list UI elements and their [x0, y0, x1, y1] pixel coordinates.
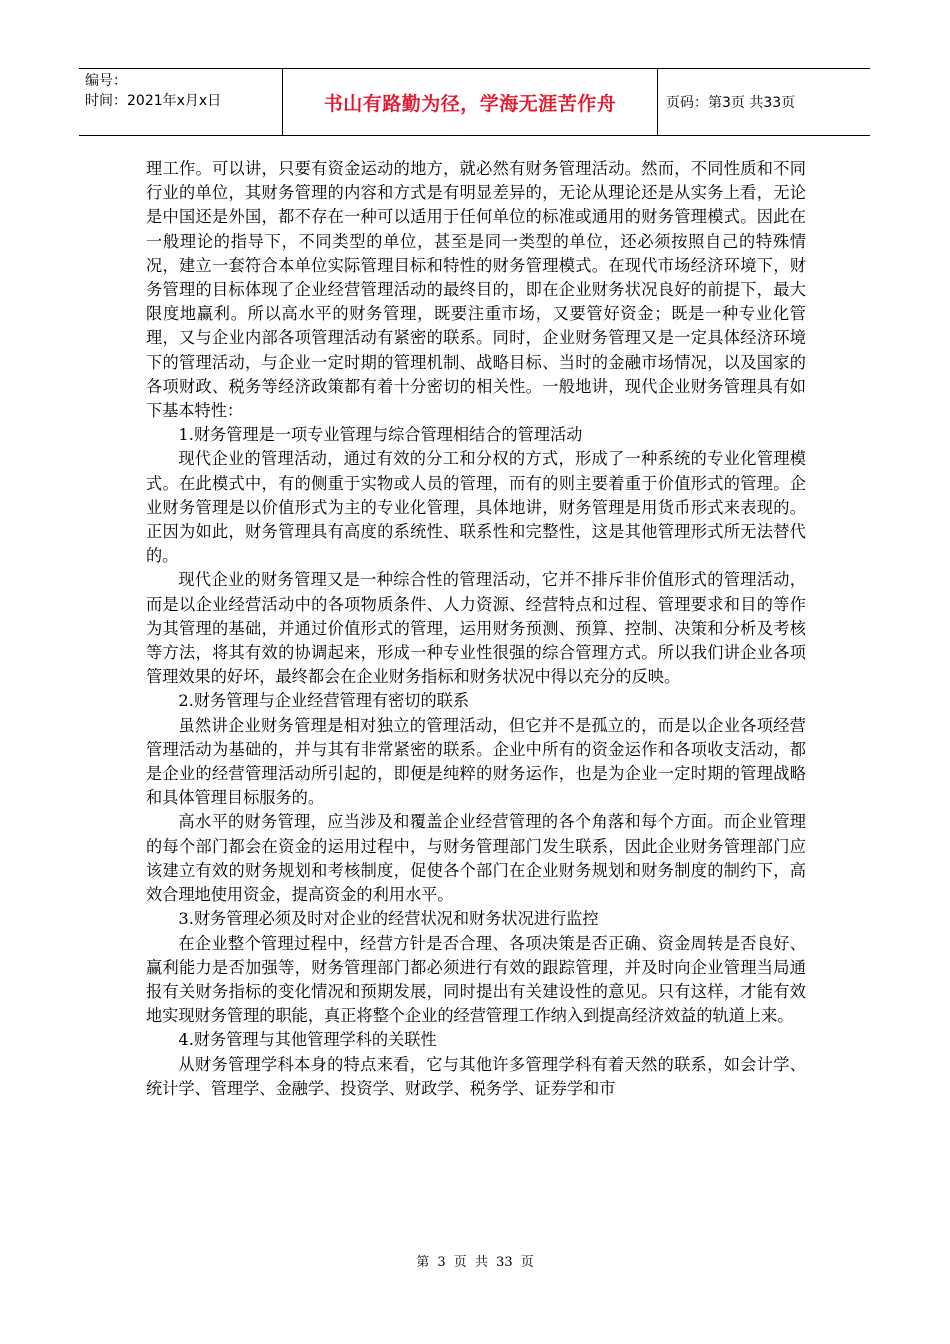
- paragraph: 虽然讲企业财务管理是相对独立的管理活动，但它并不是孤立的，而是以企业各项经营管理活动为基础的，并与其有非常紧密的联系。企业中所有的资金运作和各项收支活动，都是企业的经营管理活动所引起的，即便是纯粹的财务运作，也是为企业一定时期的管理战略和具体管理目标服务的。: [146, 715, 806, 808]
- section-heading-1: 1.财务管理是一项专业管理与综合管理相结合的管理活动: [178, 425, 583, 445]
- header-page-info-cell: [658, 69, 870, 135]
- paragraph: 理工作。可以讲，只要有资金运动的地方，就必然有财务管理活动。然而，不同性质和不同行业的单位，其财务管理的内容和方式是有明显差异的，无论从理论还是从实务上看，无论是中国还是外国，都不存在一种可以适用于任何单位的标准或通用的财务管理模式。因此在一般理论的指导下，不同类型的单位，甚至是同一类型的单位，还必须按照自己的特殊情况，建立一套符合本单位实际管理目标和特性的财务管理模式。在现代市场经济环境下，财务管理的目标体现了企业经营管理活动的最终目的，即在企业财务状况良好的前提下，最大限度地赢利。所以高水平的财务管理，既要注重市场，又要管好资金；既是一种专业化管理，又与企业内部各项管理活动有紧密的联系。同时，企业财务管理又是一定具体经济环境下的管理活动，与企业一定时期的管理机制、战略目标、当时的金融市场情况，以及国家的各项财政、税务等经济政策都有着十分密切的相关性。一般地讲，现代企业财务管理具有如下基本特性：: [146, 159, 806, 421]
- page-footer: 第 3 页 共 33 页: [416, 1255, 534, 1270]
- paragraph: 现代企业的管理活动，通过有效的分工和分权的方式，形成了一种系统的专业化管理模式。在此模式中，有的侧重于实物或人员的管理，而有的则主要着重于价值形式的管理。企业财务管理是以价值形式为主的专业化管理，具体地讲，财务管理是用货币形式来表现的。正因为如此，财务管理具有高度的系统性、联系性和完整性，这是其他管理形式所无法替代的。: [146, 449, 806, 566]
- document-body: [146, 157, 806, 1101]
- document-number-label: 编号：: [85, 73, 127, 89]
- header-motto: 书山有路勤为径，学海无涯苦作舟: [323, 92, 617, 115]
- section-heading-2: 2.财务管理与企业经营管理有密切的联系: [178, 691, 470, 711]
- paragraph: 现代企业的财务管理又是一种综合性的管理活动，它并不排斥非价值形式的管理活动，而是以企业经营活动中的各项物质条件、人力资源、经营特点和过程、管理要求和目的等作为其管理的基础，并通过价值形式的管理，运用财务预测、预算、控制、决策和分析及考核等方法，将其有效的协调起来，形成一种专业性很强的综合管理方式。所以我们讲企业各项管理效果的好坏，最终都会在企业财务指标和财务状况中得以充分的反映。: [146, 570, 806, 687]
- section-heading-4: 4.财务管理与其他管理学科的关联性: [178, 1030, 437, 1050]
- paragraph: 从财务管理学科本身的特点来看，它与其他许多管理学科有着天然的联系，如会计学、统计学、管理学、金融学、投资学、财政学、税务学、证券学和市: [146, 1054, 806, 1098]
- page-header: [79, 68, 870, 136]
- header-page-info: 页码：第3页 共33页: [666, 95, 796, 111]
- paragraph: 高水平的财务管理，应当涉及和覆盖企业经营管理的各个角落和每个方面。而企业管理的每个部门都会在资金的运用过程中，与财务管理部门发生联系，因此企业财务管理部门应该建立有效的财务规划和考核制度，促使各个部门在企业财务规划和财务制度的制约下，高效合理地使用资金，提高资金的利用水平。: [146, 812, 806, 905]
- section-heading-3: 3.财务管理必须及时对企业的经营状况和财务状况进行监控: [178, 909, 599, 929]
- header-left-cell: [79, 69, 283, 135]
- paragraph: 在企业整个管理过程中，经营方针是否合理、各项决策是否正确、资金周转是否良好、赢利能力是否加强等，财务管理部门都必须进行有效的跟踪管理，并及时向企业管理当局通报有关财务指标的变化情况和预期发展，同时提出有关建设性的意见。只有这样，才能有效地实现财务管理的职能，真正将整个企业的经营管理工作纳入到提高经济效益的轨道上来。: [146, 933, 806, 1026]
- document-time-label: 时间：2021年x月x日: [85, 93, 222, 109]
- header-motto-cell: [283, 69, 658, 135]
